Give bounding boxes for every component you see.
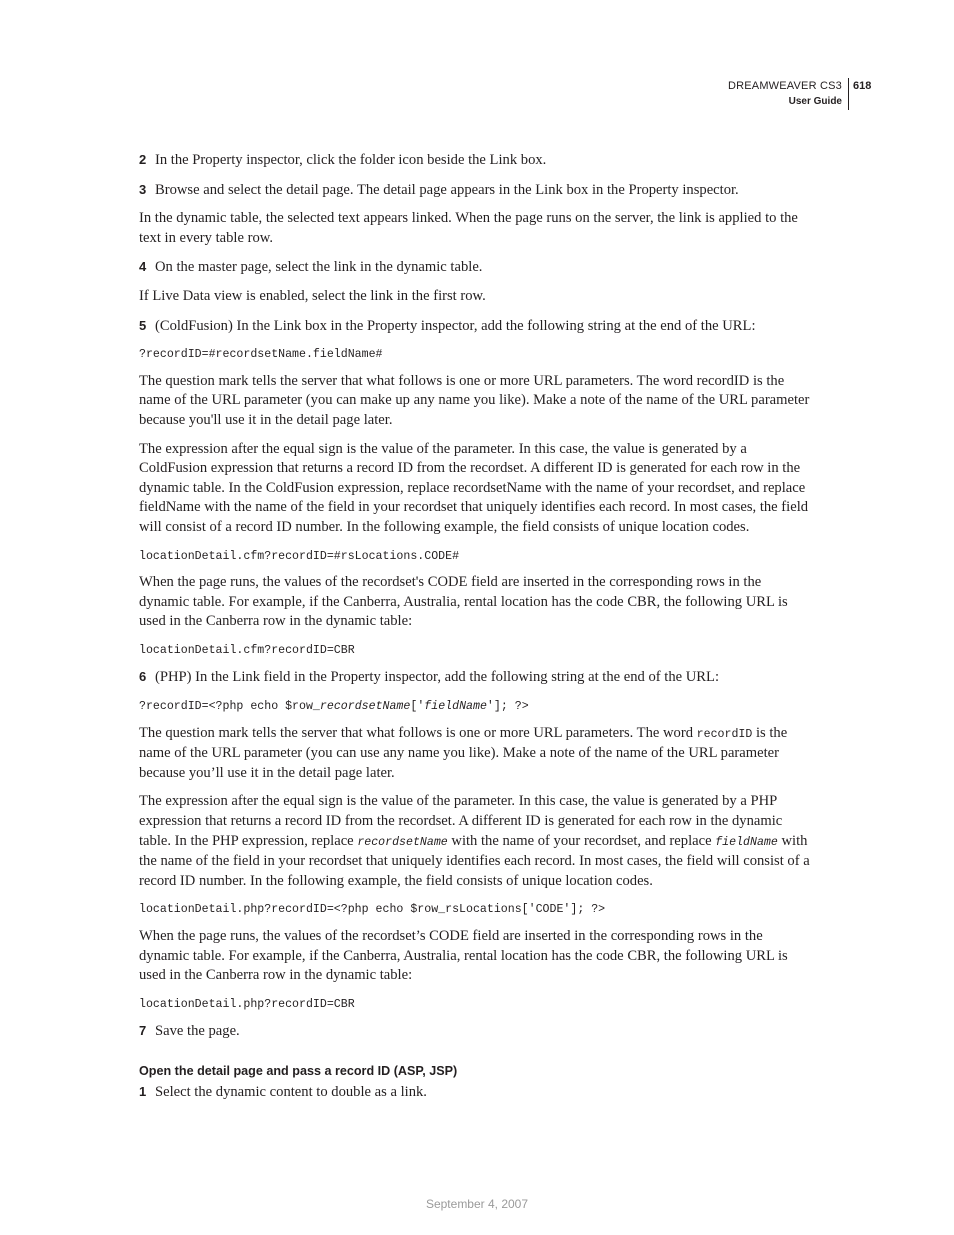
code-php-example: locationDetail.php?recordID=<?php echo $row_rsLocations['CODE']; ?> [139,903,606,917]
text-run: The question mark tells the server that what follows is one or more URL parameters. The word [139,724,697,741]
step-number: 5 [139,317,147,333]
step-text: In the Property inspector, click the folder icon beside the Link box. [155,152,547,168]
step-text: (ColdFusion) In the Link box in the Property inspector, add the following string at the end of the URL: [155,317,756,334]
inline-code: recordID [696,727,753,741]
text-run: with the name of the field in your recordset that uniquely identifies each record. In most cases, the field will consist of a record ID number. In the following example, the field consists of unique location codes. [139,832,810,889]
step-number: 3 [139,181,147,197]
code-php-record-param [139,697,815,717]
inline-code: fieldName [715,835,778,849]
page-body [139,150,815,1112]
step-4 [139,257,815,278]
step-text: Browse and select the detail page. The detail page appears in the Link box in the Property inspector. [155,181,739,198]
paragraph-php-expression [139,792,815,891]
code-php-url: locationDetail.php?recordID=CBR [139,997,355,1011]
code-placeholder: fieldName [424,700,487,714]
step-2 [139,150,815,171]
step-number: 4 [139,259,147,275]
code-fragment: ?recordID=<?php echo $row_ [139,700,320,714]
step-text: Save the page. [155,1023,240,1040]
guide-title: User Guide [788,96,842,107]
paragraph-php-runs: When the page runs, the values of the recordset’s CODE field are inserted in the corresponding rows in the dynamic table. For example, if the Canberra, Australia, rental location has the code CBR, the following URL is used in the Canberra row in the dynamic table: [139,928,788,984]
code-fragment: [' [410,700,425,714]
step-1 [139,1082,815,1103]
running-header [727,78,872,110]
step-3 [139,180,815,201]
code-cf-example: locationDetail.cfm?recordID=#rsLocations.CODE# [139,549,460,563]
step-number: 2 [139,152,147,167]
section-heading: Open the detail page and pass a record ID (ASP, JSP) [139,1063,458,1078]
footer-date: September 4, 2007 [425,1197,529,1211]
paragraph-linked: In the dynamic table, the selected text appears linked. When the page runs on the server, the link is applied to the text in every table row. [139,210,798,246]
paragraph-cf-question-mark: The question mark tells the server that what follows is one or more URL parameters. The word recordID is the name of the URL parameter (you can make up any name you like). Make a note of the name of the URL parameter because you'll use it in the detail page later. [139,372,810,428]
paragraph-php-question-mark [139,724,815,784]
paragraph-live-data: If Live Data view is enabled, select the link in the first row. [139,287,486,304]
step-text: Select the dynamic content to double as a link. [155,1083,427,1100]
text-run: The expression after the equal sign is the value of the parameter. In this case, the value is generated by a PHP expression that returns a record ID from the recordset. A different ID is generated for each row in the dynamic table. In the PHP expression, replace [139,793,783,849]
step-number: 1 [139,1083,147,1099]
step-number: 7 [139,1023,147,1039]
inline-code: recordsetName [357,835,448,849]
step-7 [139,1021,815,1042]
step-6 [139,667,815,688]
paragraph-cf-expression: The expression after the equal sign is the value of the parameter. In this case, the value is generated by a ColdFusion expression that returns a record ID from the recordset. A different ID is generated for each row in the dynamic table. In the ColdFusion expression, replace recordsetName with the name of your recordset, and replace fieldName with the name of the field in your recordset that uniquely identifies each record. In most cases, the field will consist of a record ID number. In the following example, the field consists of unique location codes. [139,440,809,535]
code-cf-record-param: ?recordID=#recordsetName.fieldName# [139,348,383,362]
product-name: DREAMWEAVER CS3 [727,80,842,92]
code-placeholder: recordsetName [319,700,411,714]
page-number: 618 [848,78,871,110]
paragraph-cf-runs: When the page runs, the values of the recordset's CODE field are inserted in the corresponding rows in the dynamic table. For example, if the Canberra, Australia, rental location has the code CBR, the following URL is used in the Canberra row in the dynamic table: [139,574,788,630]
code-fragment: ']; ?> [486,700,529,714]
code-cf-url: locationDetail.cfm?recordID=CBR [139,643,355,657]
text-run: with the name of your recordset, and replace [447,832,716,849]
step-text: (PHP) In the Link field in the Property inspector, add the following string at the end of the URL: [155,669,720,686]
step-5 [139,316,815,337]
step-number: 6 [139,669,147,685]
text-run: is the name of the URL parameter (you can use any name you like). Make a note of the name of the URL parameter because you’ll use it in the detail page later. [139,724,788,781]
step-text: On the master page, select the link in the dynamic table. [155,259,483,276]
